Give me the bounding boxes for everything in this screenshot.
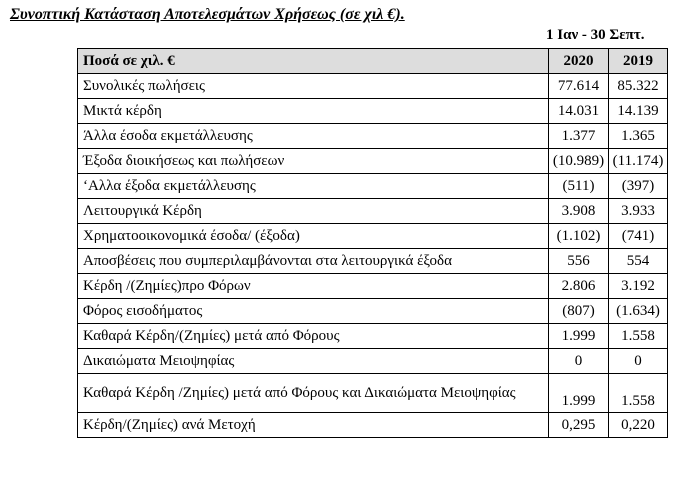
document-title: Συνοπτική Κατάσταση Αποτελεσμάτων Χρήσεως (σε χιλ €). (10, 6, 405, 23)
period-label: 1 Ιαν - 30 Σεπτ. (546, 27, 645, 43)
table-row (78, 224, 668, 249)
row-label: Δικαιώματα Μειοψηφίας (78, 349, 549, 374)
row-label: Φόρος εισοδήματος (78, 299, 549, 324)
value-2020: (1.102) (549, 224, 609, 249)
value-2019: (397) (609, 174, 668, 199)
value-2019: 554 (609, 249, 668, 274)
header-year-2019: 2019 (609, 49, 668, 74)
table-row (78, 324, 668, 349)
table-header-row (78, 49, 668, 74)
table-row (78, 413, 668, 438)
value-2019: 0 (609, 349, 668, 374)
results-table (77, 48, 668, 438)
table-row (78, 299, 668, 324)
row-label: Αποσβέσεις που συμπεριλαμβάνονται στα λειτουργικά έξοδα (78, 249, 549, 274)
row-label: Λειτουργικά Κέρδη (78, 199, 549, 224)
value-2019: 1.558 (609, 324, 668, 349)
value-2019: (741) (609, 224, 668, 249)
value-2020: (10.989) (549, 149, 609, 174)
value-2020: 1.377 (549, 124, 609, 149)
table-row (78, 74, 668, 99)
value-2020: 14.031 (549, 99, 609, 124)
table-row (78, 149, 668, 174)
value-2020: (807) (549, 299, 609, 324)
value-2019: 1.365 (609, 124, 668, 149)
table-row (78, 274, 668, 299)
row-label: Έξοδα διοικήσεως και πωλήσεων (78, 149, 549, 174)
row-label: Χρηματοοικονομικά έσοδα/ (έξοδα) (78, 224, 549, 249)
table-row (78, 374, 668, 413)
value-2019: (1.634) (609, 299, 668, 324)
row-label: Μικτά κέρδη (78, 99, 549, 124)
table-row (78, 174, 668, 199)
value-2020: 556 (549, 249, 609, 274)
value-2019: 14.139 (609, 99, 668, 124)
value-2019: 0,220 (609, 413, 668, 438)
table-row (78, 199, 668, 224)
header-label-cell: Ποσά σε χιλ. € (78, 49, 549, 74)
value-2020: 77.614 (549, 74, 609, 99)
value-2019: 3.933 (609, 199, 668, 224)
row-label: ‘Αλλα έξοδα εκμετάλλευσης (78, 174, 549, 199)
table-row (78, 249, 668, 274)
value-2020: 2.806 (549, 274, 609, 299)
value-2020: 3.908 (549, 199, 609, 224)
value-2019: 3.192 (609, 274, 668, 299)
row-label: Κέρδη/(Ζημίες) ανά Μετοχή (78, 413, 549, 438)
table-row (78, 349, 668, 374)
row-label: Συνολικές πωλήσεις (78, 74, 549, 99)
value-2019: 1.558 (609, 374, 668, 413)
row-label: Καθαρά Κέρδη /Ζημίες) μετά από Φόρους και Δικαιώματα Μειοψηφίας (78, 374, 549, 413)
table-row (78, 124, 668, 149)
row-label: Καθαρά Κέρδη/(Ζημίες) μετά από Φόρους (78, 324, 549, 349)
value-2019: (11.174) (609, 149, 668, 174)
table-row (78, 99, 668, 124)
header-year-2020: 2020 (549, 49, 609, 74)
value-2020: 1.999 (549, 324, 609, 349)
row-label: Κέρδη /(Ζημίες)προ Φόρων (78, 274, 549, 299)
value-2020: 0,295 (549, 413, 609, 438)
value-2020: 1.999 (549, 374, 609, 413)
value-2020: (511) (549, 174, 609, 199)
row-label: Άλλα έσοδα εκμετάλλευσης (78, 124, 549, 149)
value-2020: 0 (549, 349, 609, 374)
value-2019: 85.322 (609, 74, 668, 99)
